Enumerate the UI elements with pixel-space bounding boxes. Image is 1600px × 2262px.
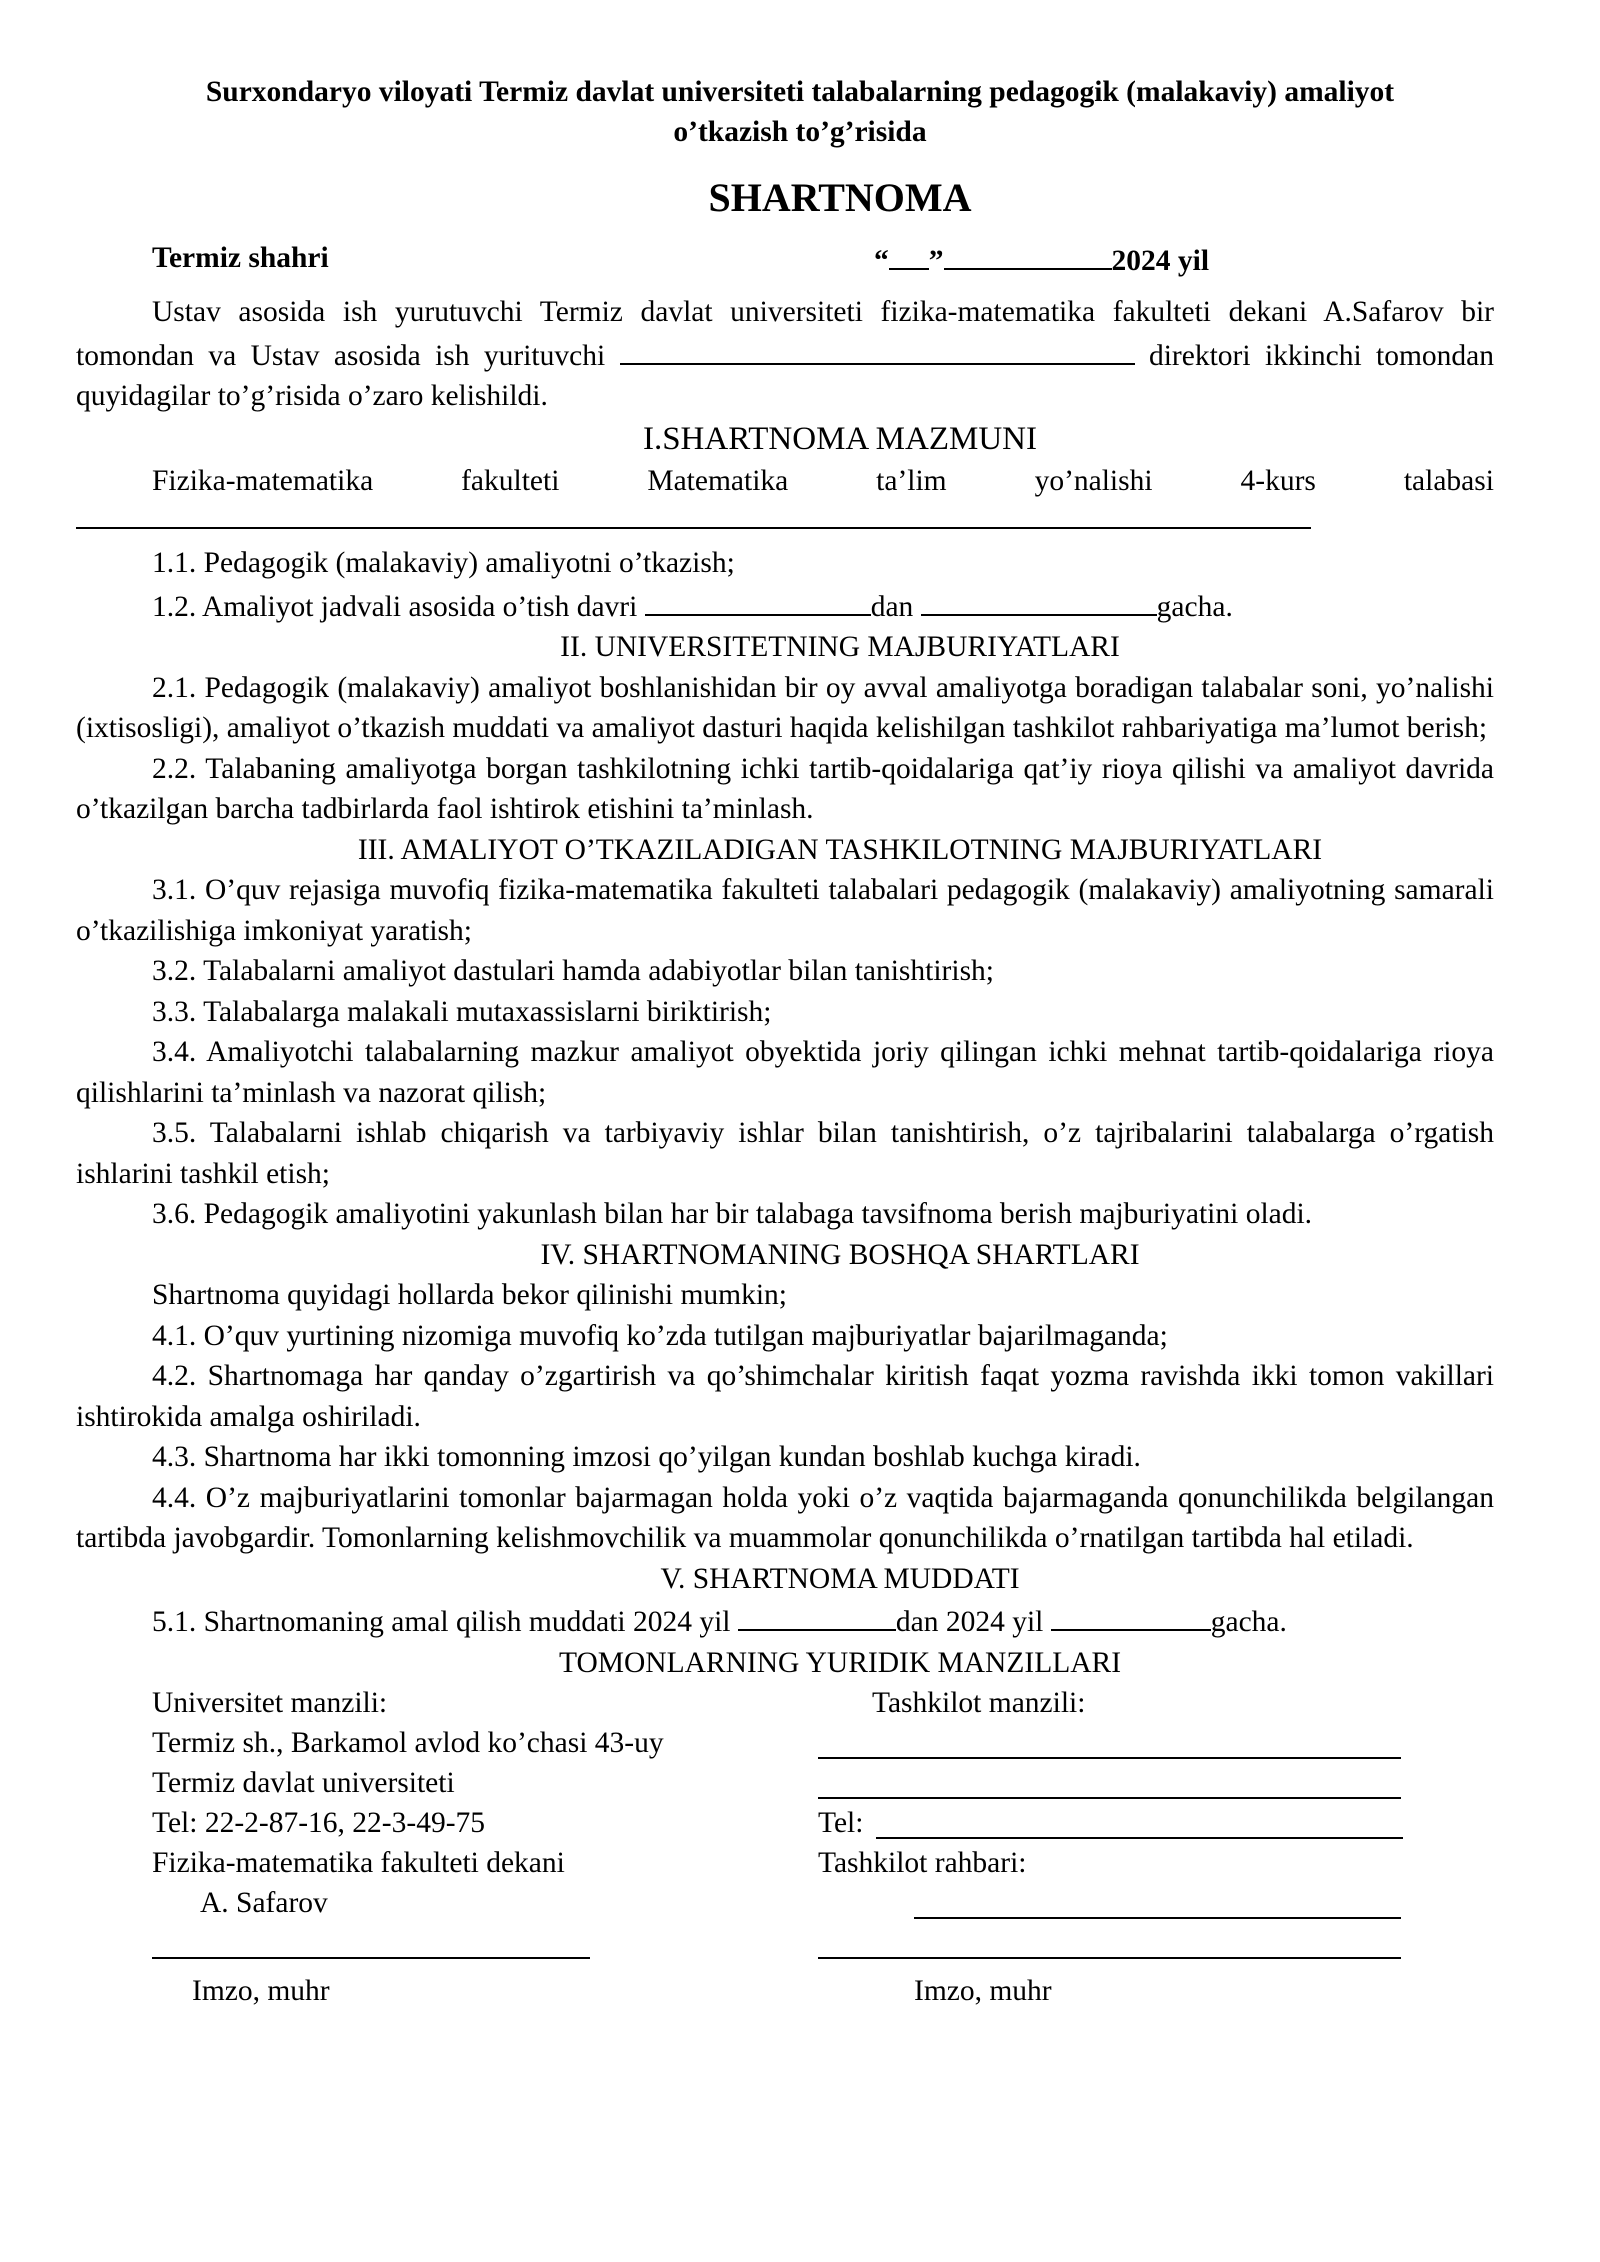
student-info-row [76, 461, 1494, 502]
student-word: ta’lim [876, 464, 947, 497]
period-until: gacha. [1156, 590, 1233, 623]
student-name-line [76, 527, 1311, 529]
university-street: Termiz sh., Barkamol avlod ko’chasi 43-uy [152, 1727, 664, 1759]
term-end-blank [1051, 1599, 1211, 1631]
organization-address-line [818, 1757, 1401, 1759]
section-4-item: Shartnoma quyidagi hollarda bekor qilinishi mumkin; [152, 1279, 787, 1311]
section-4-item: 4.3. Shartnoma har ikki tomonning imzosi qo’yilgan kundan boshlab kuchga kiradi. [152, 1441, 1141, 1473]
day-blank [889, 238, 929, 270]
director-org-blank [620, 333, 1135, 365]
organization-address-label: Tashkilot manzili: [872, 1687, 1086, 1719]
section-4-title: IV. SHARTNOMANING BOSHQA SHARTLARI [540, 1238, 1140, 1271]
university-address-label: Universitet manzili: [152, 1687, 388, 1719]
intro-text-1: Ustav asosida ish yurutuvchi Termiz davlat universiteti fizika-matematika fakulteti dekani A.Safarov bir tomondan va Ustav asosida ish yurituvchi [76, 296, 1494, 372]
section-3-title: III. AMALIYOT O’TKAZILADIGAN TASHKILOTNING MAJBURIYATLARI [357, 833, 1323, 866]
student-word: Fizika-matematika [152, 464, 374, 497]
date-year: 2024 yil [1111, 245, 1210, 277]
contract-heading: Surxondaryo viloyati Termiz davlat universiteti talabalarning pedagogik (malakaviy) amaliyot o’tkazish to’g’risida [205, 76, 1395, 148]
section-2-item: 2.1. Pedagogik (malakaviy) amaliyot boshlanishidan bir oy avval amaliyotga boradigan talabalar soni, yo’nalishi (ixtisosligi), amaliyot o’tkazish muddati va amaliyot dasturi haqida kelishilgan tashkilot rahbariyatiga ma’lumot berish; [76, 671, 1494, 744]
student-word: fakulteti [461, 464, 560, 497]
term-start-blank [738, 1599, 896, 1631]
section-4-item: 4.2. Shartnomaga har qanday o’zgartirish va qo’shimchalar kiritish faqat yozma ravishda ikki tomon vakillari ishtirokida amalga oshiriladi. [76, 1360, 1494, 1433]
section-3-item: 3.1. O’quv rejasiga muvofiq fizika-matematika fakulteti talabalari pedagogik (malakaviy) amaliyotning samarali o’tkazilishiga imkoniyat yaratish; [76, 874, 1494, 947]
organization-address-line [818, 1797, 1401, 1799]
contract-date [874, 238, 1209, 282]
section-4-item: 4.4. O’z majburiyatlarini tomonlar bajarmagan holda yoki o’z vaqtida bajarmaganda qonunchilikda belgilangan tartibda javobgardir. Tomonlarning kelishmovchilik va muammolar qonunchilikda o’rnatilgan tartibda hal etiladi. [76, 1481, 1494, 1554]
organization-phone-label: Tel: [818, 1807, 864, 1839]
section-3-item: 3.2. Talabalarni amaliyot dastulari hamda adabiyotlar bilan tanishtirish; [152, 955, 995, 987]
university-name: Termiz davlat universiteti [152, 1767, 455, 1799]
date-close-quote: ” [928, 245, 944, 277]
student-word: 4-kurs [1240, 464, 1316, 497]
period-text: 1.2. Amaliyot jadvali asosida o’tish davri [152, 590, 638, 623]
period-end-blank [921, 584, 1157, 616]
addresses-block [76, 1683, 1494, 2013]
month-blank [944, 238, 1112, 270]
student-word: yo’nalishi [1034, 464, 1153, 497]
section-4-item: 4.1. O’quv yurtining nizomiga muvofiq ko’zda tutilgan majburiyatlar bajarilmaganda; [152, 1319, 1168, 1352]
section-5-title: V. SHARTNOMA MUDDATI [660, 1562, 1020, 1595]
contract-page [76, 72, 1494, 2013]
section-1-title: I.SHARTNOMA MAZMUNI [642, 420, 1038, 457]
organization-signature-line [818, 1957, 1401, 1959]
student-word: talabasi [1403, 464, 1494, 497]
city-name: Termiz shahri [152, 242, 329, 274]
section-3-item: 3.5. Talabalarni ishlab chiqarish va tarbiyaviy ishlar bilan tanishtirish, o’z tajribalarini talabalarga o’rgatish ishlarini tashkil etish; [76, 1117, 1494, 1190]
university-signer-name: A. Safarov [200, 1887, 328, 1919]
document-title: SHARTNOMA [708, 175, 972, 220]
university-signature-line [152, 1957, 590, 1959]
intro-paragraph [76, 292, 1494, 417]
section-1-item-1: 1.1. Pedagogik (malakaviy) amaliyotni o’tkazish; [152, 547, 735, 579]
section-5-item [76, 1599, 1494, 1643]
section-3-item: 3.4. Amaliyotchi talabalarning mazkur amaliyot obyektida joriy qilingan ichki mehnat tartib-qoidalariga rioya qilishlarini ta’minlash va nazorat qilish; [76, 1036, 1494, 1109]
organization-phone-line [876, 1837, 1403, 1839]
organization-head-name-line [914, 1917, 1401, 1919]
university-signer-role: Fizika-matematika fakulteti dekani [152, 1847, 565, 1879]
intro-text-2: direktori ikkinchi tomondan quyidagilar to’g’risida o’zaro kelishildi. [76, 339, 1495, 412]
student-word: Matematika [647, 464, 789, 497]
organization-head-label: Tashkilot rahbari: [818, 1847, 1027, 1879]
city-date-row [76, 238, 1494, 282]
date-open-quote: “ [874, 245, 889, 277]
period-start-blank [645, 584, 871, 616]
organization-signature-caption: Imzo, muhr [914, 1975, 1052, 2007]
section-1-item-2 [76, 584, 1494, 628]
university-signature-caption: Imzo, muhr [192, 1975, 330, 2007]
period-from: dan [870, 590, 914, 623]
section-2-item: 2.2. Talabaning amaliyotga borgan tashkilotning ichki tartib-qoidalariga qat’iy rioya qilishi va amaliyot davrida o’tkazilgan barcha tadbirlarda faol ishtirok etishini ta’minlash. [76, 752, 1494, 825]
section-2-title: II. UNIVERSITETNING MAJBURIYATLARI [560, 631, 1120, 663]
addresses-title: TOMONLARNING YURIDIK MANZILLARI [558, 1646, 1122, 1679]
term-middle: dan 2024 yil [895, 1606, 1044, 1638]
university-phone: Tel: 22-2-87-16, 22-3-49-75 [152, 1807, 486, 1839]
term-until: gacha. [1210, 1606, 1287, 1638]
section-3-item: 3.3. Talabalarga malakali mutaxassislarni biriktirish; [152, 995, 772, 1028]
section-3-item: 3.6. Pedagogik amaliyotini yakunlash bilan har bir talabaga tavsifnoma berish majburiyatini oladi. [152, 1198, 1313, 1230]
term-text: 5.1. Shartnomaning amal qilish muddati 2024 yil [152, 1606, 731, 1638]
